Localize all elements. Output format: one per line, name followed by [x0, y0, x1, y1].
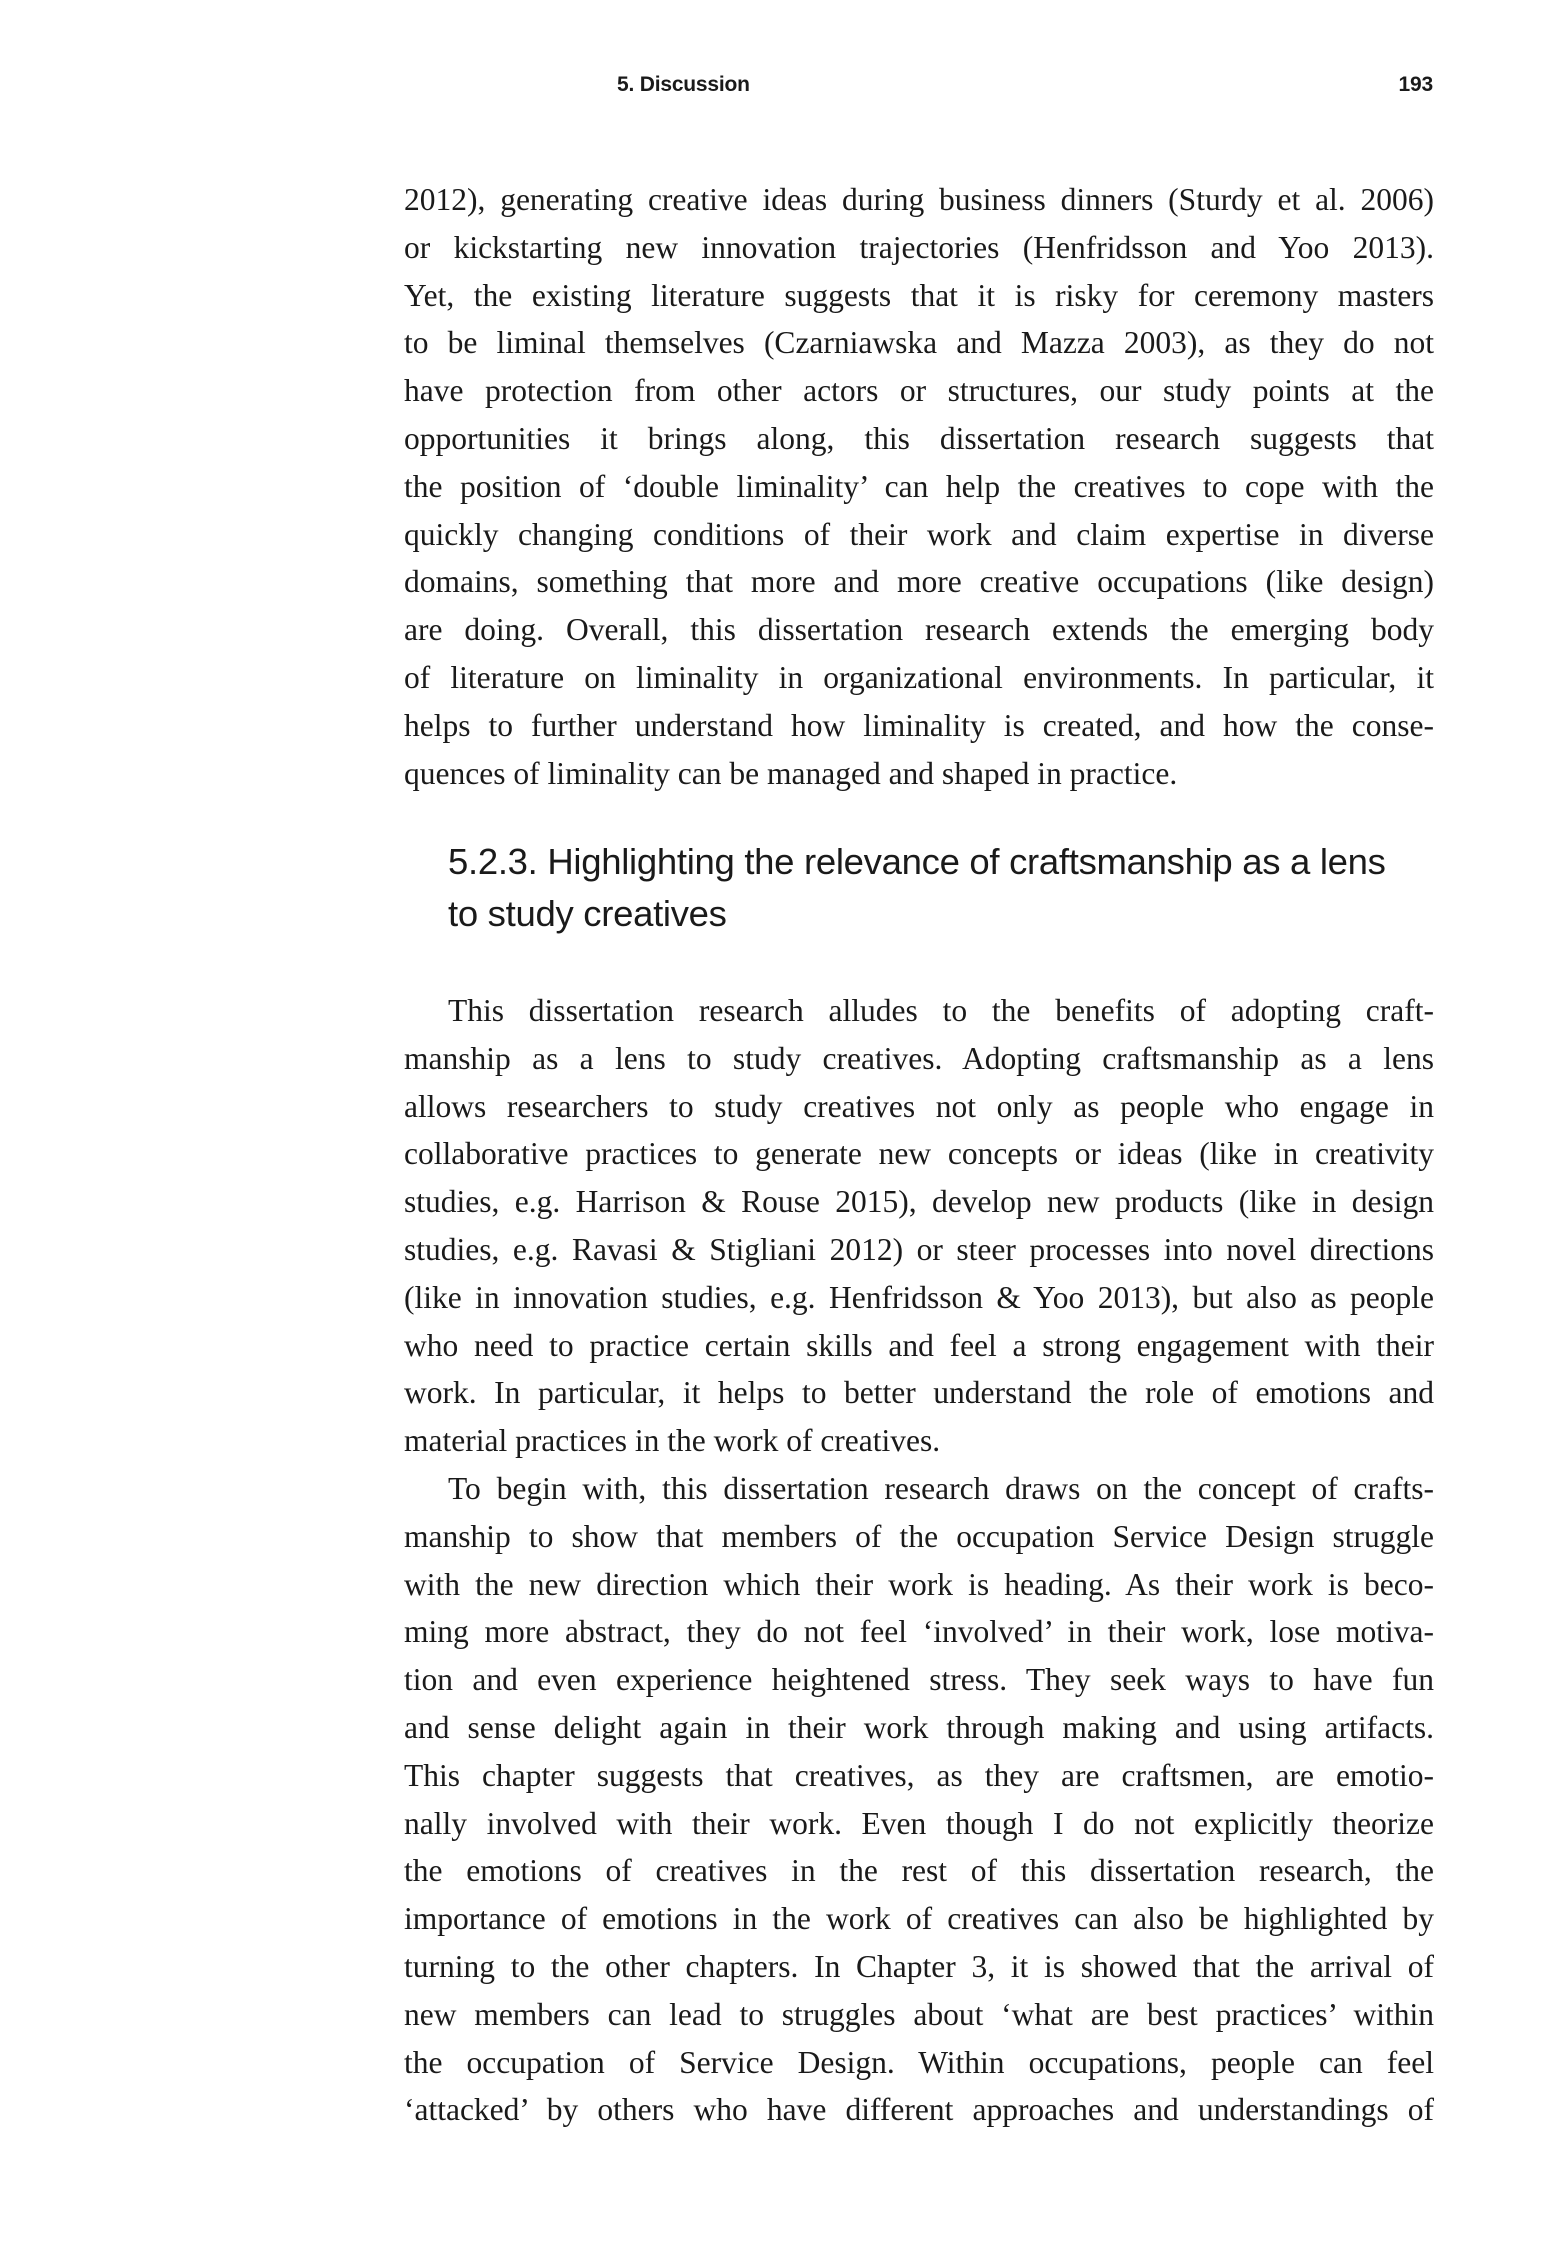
text-line: new members can lead to struggles about ‘what are best practices’ within: [404, 1996, 1434, 2032]
page-number: 193: [1398, 73, 1433, 96]
text-line: with the new direction which their work is heading. As their work is beco-: [404, 1566, 1434, 1602]
text-line: 2012), generating creative ideas during business dinners (Sturdy et al. 2006): [404, 182, 1434, 217]
text-line: studies, e.g. Harrison & Rouse 2015), develop new products (like in design: [404, 1184, 1434, 1220]
running-head: [617, 70, 1433, 100]
text-line: to be liminal themselves (Czarniawska and Mazza 2003), as they do not: [404, 325, 1434, 361]
text-line: have protection from other actors or structures, our study points at the: [404, 373, 1434, 409]
text-line: quickly changing conditions of their work and claim expertise in diverse: [404, 516, 1434, 552]
text-line: tion and even experience heightened stress. They seek ways to have fun: [404, 1662, 1434, 1698]
text-line: turning to the other chapters. In Chapter 3, it is showed that the arrival of: [404, 1948, 1434, 1984]
text-line: ming more abstract, they do not feel ‘involved’ in their work, lose motiva-: [404, 1614, 1434, 1650]
text-line: of literature on liminality in organizational environments. In particular, it: [404, 659, 1434, 695]
text-line: collaborative practices to generate new concepts or ideas (like in creativity: [404, 1136, 1434, 1172]
running-head-section: 5. Discussion: [617, 73, 750, 96]
text-line: studies, e.g. Ravasi & Stigliani 2012) or steer processes into novel directions: [404, 1231, 1434, 1267]
text-line: (like in innovation studies, e.g. Henfridsson & Yoo 2013), but also as people: [404, 1279, 1434, 1315]
text-line: or kickstarting new innovation trajectories (Henfridsson and Yoo 2013).: [404, 229, 1434, 265]
text-line: To begin with, this dissertation research draws on the concept of crafts-: [448, 1470, 1434, 1506]
text-line: Yet, the existing literature suggests that it is risky for ceremony masters: [404, 277, 1434, 313]
text-line: domains, something that more and more creative occupations (like design): [404, 564, 1434, 600]
text-line: opportunities it brings along, this dissertation research suggests that: [404, 420, 1434, 456]
text-line: ‘attacked’ by others who have different approaches and understandings of: [404, 2092, 1434, 2128]
text-line: quences of liminality can be managed and shaped in practice.: [404, 755, 1178, 791]
text-line: nally involved with their work. Even though I do not explicitly theorize: [404, 1805, 1434, 1841]
section-heading: [448, 836, 1438, 940]
body-text-continued: [404, 176, 1434, 797]
paragraph: [404, 987, 1434, 1465]
section-heading-line: to study creatives: [448, 893, 727, 934]
text-line: manship to show that members of the occupation Service Design struggle: [404, 1518, 1434, 1554]
text-line: This dissertation research alludes to the benefits of adopting craft-: [448, 993, 1434, 1028]
section-heading-line: 5.2.3. Highlighting the relevance of craftsmanship as a lens: [448, 841, 1386, 882]
text-line: and sense delight again in their work through making and using artifacts.: [404, 1709, 1434, 1745]
text-line: material practices in the work of creatives.: [404, 1423, 941, 1459]
text-line: importance of emotions in the work of creatives can also be highlighted by: [404, 1901, 1434, 1937]
section-body: [404, 987, 1434, 2134]
text-line: the position of ‘double liminality’ can help the creatives to cope with the: [404, 468, 1434, 504]
text-line: the emotions of creatives in the rest of this dissertation research, the: [404, 1853, 1434, 1889]
text-line: allows researchers to study creatives not only as people who engage in: [404, 1088, 1434, 1124]
text-line: are doing. Overall, this dissertation research extends the emerging body: [404, 612, 1434, 648]
text-line: work. In particular, it helps to better understand the role of emotions and: [404, 1375, 1434, 1411]
text-line: This chapter suggests that creatives, as they are craftsmen, are emotio-: [404, 1757, 1434, 1793]
text-line: helps to further understand how liminality is created, and how the conse-: [404, 707, 1434, 743]
text-line: who need to practice certain skills and feel a strong engagement with their: [404, 1327, 1434, 1363]
text-line: the occupation of Service Design. Within occupations, people can feel: [404, 2044, 1434, 2080]
text-line: manship as a lens to study creatives. Adopting craftsmanship as a lens: [404, 1040, 1434, 1076]
paragraph: [404, 1465, 1434, 2134]
